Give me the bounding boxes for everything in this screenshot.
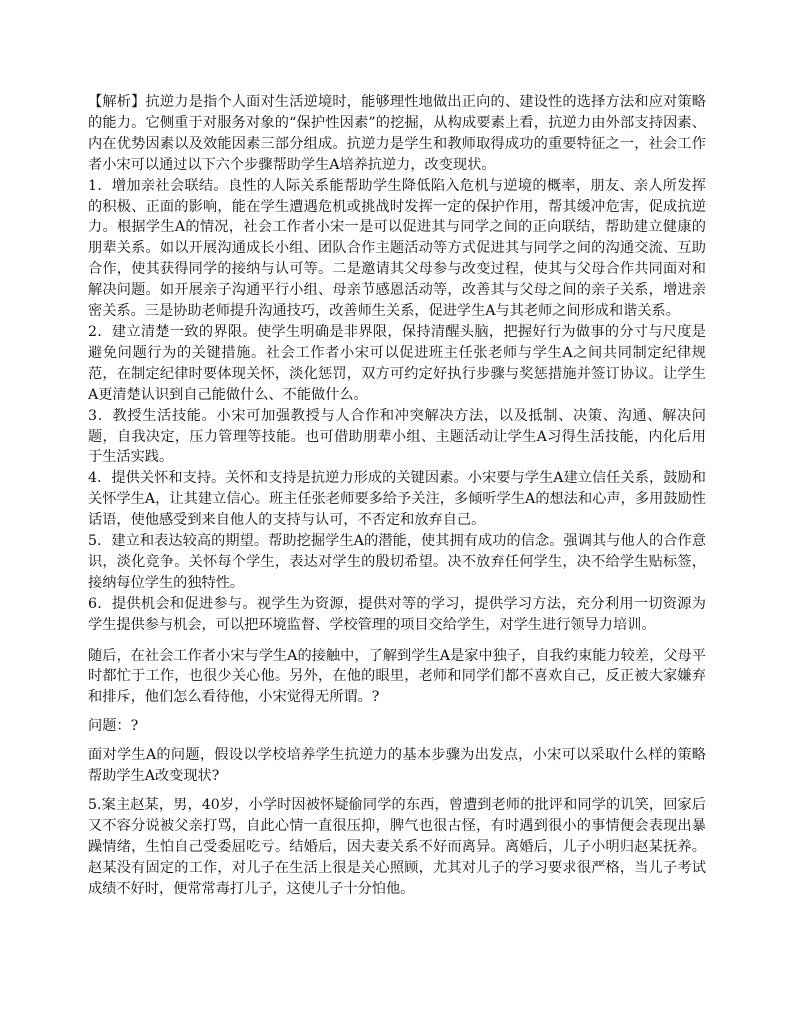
document-page bbox=[88, 92, 706, 900]
question-label: 问题：? bbox=[88, 718, 139, 735]
followup-paragraph: 随后，在社会工作者小宋与学生A的接触中，了解到学生A是家中独子，自我约束能力较差，父母平时都忙于工作，也很少关心他。另外，在他的眼里，老师和同学们都不喜欢自己，反正被大家嫌弃和排斥，他们怎么看待他，小宋觉得无所谓。? bbox=[88, 647, 706, 706]
spacer bbox=[88, 636, 706, 646]
spacer bbox=[88, 787, 706, 795]
step-2-paragraph: 2．建立清楚一致的界限。使学生明确是非界限，保持清醒头脑，把握好行为做事的分寸与尺度是避免问题行为的关键措施。社会工作者小宋可以促进班主任张老师与学生A之间共同制定纪律规范，在制定纪律时要体现关怀，淡化惩罚，双方可约定好执行步骤与奖惩措施并签订协议。让学生A更清楚认识到自己能做什么、不能做什么。 bbox=[88, 323, 706, 403]
question-paragraph: 面对学生A的问题，假设以学校培养学生抗逆力的基本步骤为出发点，小宋可以采取什么样的策略帮助学生A改变现状? bbox=[88, 747, 706, 785]
step-4-paragraph: 4．提供关怀和支持。关怀和支持是抗逆力形成的关键因素。小宋要与学生A建立信任关系，鼓励和关怀学生A，让其建立信心。班主任张老师要多给予关注，多倾听学生A的想法和心声，多用鼓励性话语，使他感受到来自他人的支持与认可，不否定和放弃自己。 bbox=[88, 470, 706, 529]
step-1-paragraph: 1．增加亲社会联结。良性的人际关系能帮助学生降低陷入危机与逆境的概率，朋友、亲人所发挥的积极、正面的影响，能在学生遭遇危机或挑战时发挥一定的保护作用，帮其缓冲危害，促成抗逆力。根据学生A的情况，社会工作者小宋一是可以促进其与同学之间的正向联结，帮助建立健康的朋辈关系。如以开展沟通成长小组、团队合作主题活动等方式促进其与同学之间的沟通交流、互助合作，使其获得同学的接纳与认可等。二是邀请其父母参与改变过程，使其与父母合作共同面对和解决问题。如开展亲子沟通平行小组、母亲节感恩活动等，改善其与父母之间的亲子关系，增进亲密关系。三是协助老师提升沟通技巧，改善师生关系，促进学生A与其老师之间形成和谐关系。 bbox=[88, 177, 706, 320]
case-5-paragraph: 5.案主赵某，男，40岁，小学时因被怀疑偷同学的东西，曾遭到老师的批评和同学的讥笑，回家后又不容分说被父亲打骂，自此心情一直很压抑，脾气也很古怪，有时遇到很小的事情便会表现出暴躁情绪，生怕自己受委屈吃亏。结婚后，因夫妻关系不好而离异。离婚后，儿子小明归赵某抚养。赵某没有固定的工作，对儿子在生活上很是关心照顾，尤其对儿子的学习要求很严格，当儿子考试成绩不好时，便常常毒打儿子，这使儿子十分怕他。 bbox=[88, 797, 706, 897]
step-5-paragraph: 5．建立和表达较高的期望。帮助挖掘学生A的潜能，使其拥有成功的信念。强调其与他人的合作意识，淡化竞争。关怀每个学生，表达对学生的殷切希望。决不放弃任何学生，决不给学生贴标签，接纳每位学生的独特性。 bbox=[88, 533, 706, 591]
step-6-paragraph: 6．提供机会和促进参与。视学生为资源，提供对等的学习，提供学习方法，充分利用一切资源为学生提供参与机会，可以把环境监督、学校管理的项目交给学生，对学生进行领导力培训。 bbox=[88, 595, 706, 633]
spacer bbox=[88, 737, 706, 745]
step-3-paragraph: 3．教授生活技能。小宋可加强教授与人合作和冲突解决方法，以及抵制、决策、沟通、解决问题，自我决定，压力管理等技能。也可借助朋辈小组、主题活动让学生A习得生活技能，内化后用于生活实践。 bbox=[88, 407, 706, 466]
analysis-paragraph: 【解析】抗逆力是指个人面对生活逆境时，能够理性地做出正向的、建设性的选择方法和应对策略的能力。它侧重于对服务对象的“保护性因素”的挖掘，从构成要素上看，抗逆力由外部支持因素、内在优势因素以及效能因素三部分组成。抗逆力是学生和教师取得成功的重要特征之一，社会工作者小宋可以通过以下六个步骤帮助学生A培养抗逆力，改变现状。 bbox=[88, 94, 706, 173]
spacer bbox=[88, 708, 706, 716]
